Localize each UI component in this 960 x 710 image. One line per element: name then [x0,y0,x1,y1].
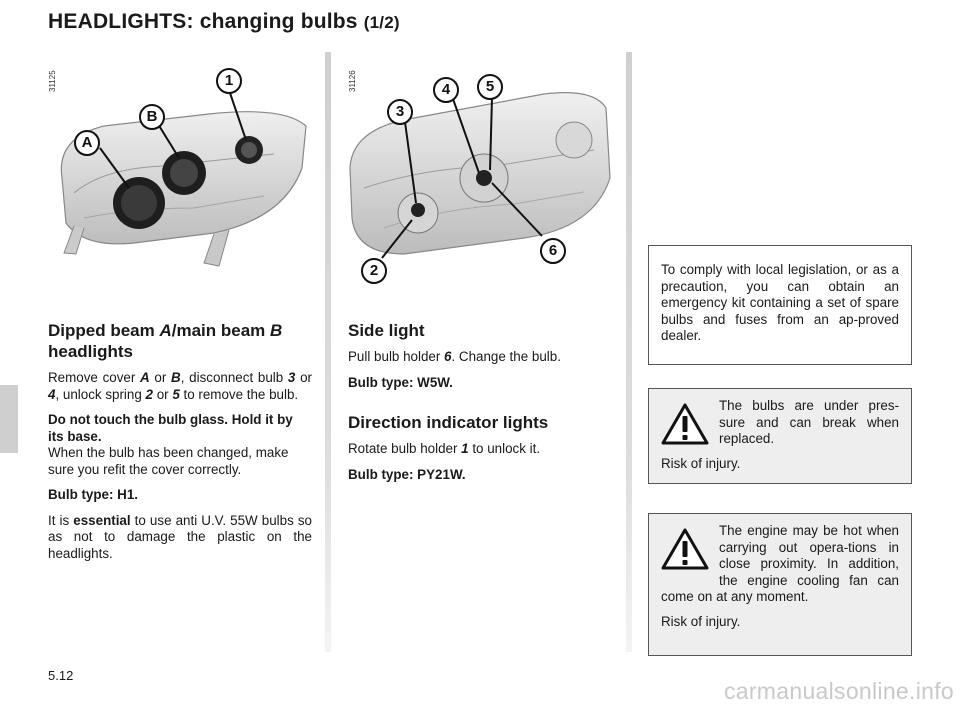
callout-4: 4 [433,77,459,103]
legislation-note-box [648,245,912,365]
headlight-rear-illustration [44,58,314,278]
glass-warning: Do not touch the bulb glass. Hold it by its base. When the bulb has been changed, make sure you refit the cover correctly. [48,412,293,477]
engine-hot-warning-box [648,513,912,656]
figure-code: 31125 [48,70,57,92]
column-divider [325,52,331,652]
figure-code: 31126 [348,70,357,92]
callout-3: 3 [387,99,413,125]
headlight-side-figure [344,58,614,283]
title-text: HEADLIGHTS: changing bulbs [48,10,358,33]
warning-triangle-icon [661,402,709,446]
bulb-type-w5w: Bulb type: W5W. [348,374,453,390]
watermark: carmanualsonline.info [723,678,954,704]
side-light-instruction: Pull bulb holder 6. Change the bulb. [348,349,561,364]
headlight-rear-figure [44,58,314,278]
callout-B: B [139,104,165,130]
title-page-indicator: (1/2) [363,13,400,32]
essential-note: It is essential to use anti U.V. 55W bulbs so as not to damage the plastic on the headlights. [48,512,313,561]
bulb-type-h1: Bulb type: H1. [48,487,139,502]
callout-2: 2 [361,258,387,284]
warning-triangle-icon [661,527,709,571]
page-number: 5.12 [48,668,74,683]
engine-hot-warning-text: The engine may be hot when carrying out opera-tions in close proximity. In addition, the engine cooling fan can come on at any moment. [661,523,899,604]
chapter-tab [0,385,18,453]
remove-instructions: Remove cover A or B, disconnect bulb 3 or 4, unlock spring 2 or 5 to remove the bulb. [48,370,312,402]
legislation-note-text: To comply with local legislation, or as a precaution, you can obtain an emergency kit containing a set of spare bulbs and fuses from an ap-proved dealer. [661,262,899,343]
engine-hot-risk-text: Risk of injury. [661,613,741,629]
callout-A: A [74,130,100,156]
callout-1: 1 [216,68,242,94]
dipped-beam-section [48,320,312,571]
bulb-pressure-warning-text: The bulbs are under pres-sure and can break when replaced. [719,398,899,446]
side-light-heading: Side light [348,321,425,340]
side-light-section [348,320,610,492]
direction-indicator-heading: Direction indicator lights [348,413,549,432]
page-title [48,10,400,34]
callout-6: 6 [540,238,566,264]
direction-indicator-instruction: Rotate bulb holder 1 to unlock it. [348,441,541,456]
bulb-pressure-risk-text: Risk of injury. [661,455,741,471]
dipped-beam-heading: Dipped beam A/main beam B headlights [48,321,283,361]
callout-5: 5 [477,74,503,100]
bulb-type-py21w: Bulb type: PY21W. [348,466,466,482]
bulb-pressure-warning-box [648,388,912,484]
column-divider [626,52,632,652]
